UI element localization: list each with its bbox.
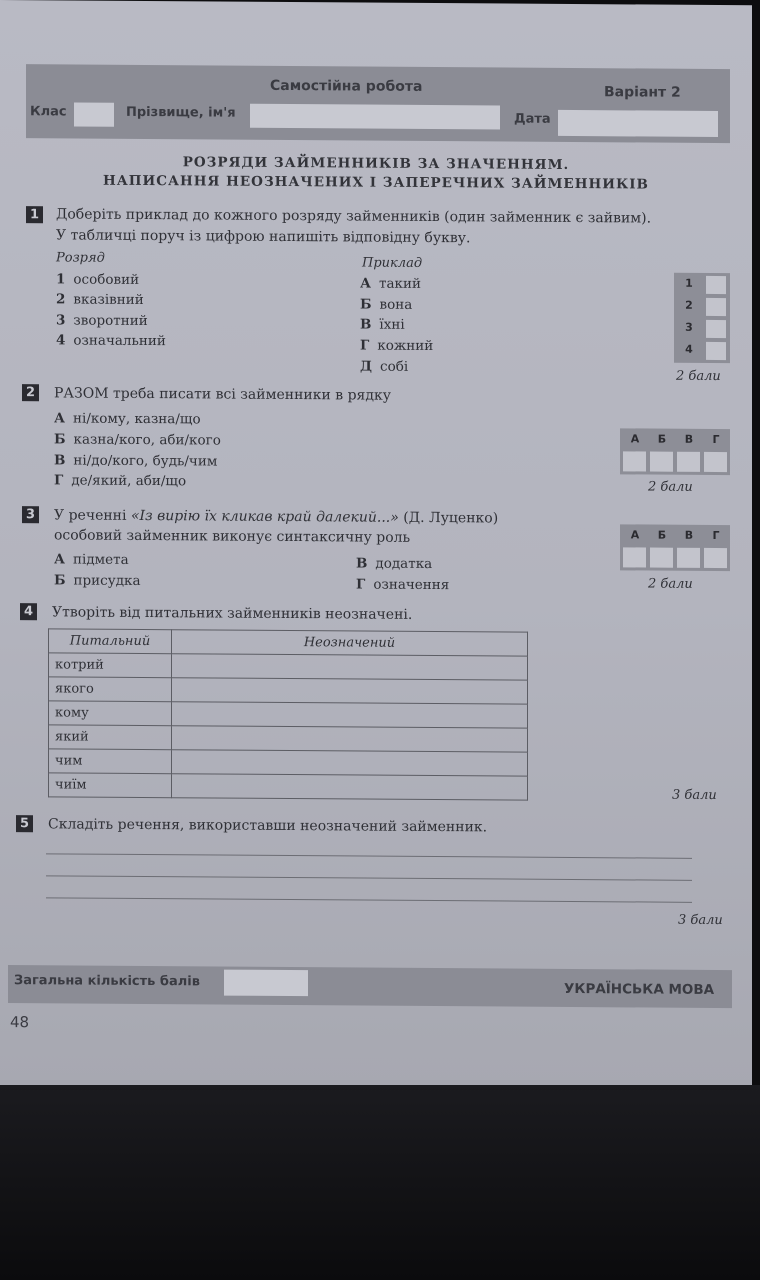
task-2-option-b: Б казна/кого, аби/кого [54,431,221,449]
interrogative-pronoun: чиїм [49,773,172,798]
task-2-answer-b[interactable] [650,452,673,472]
task-2-answer-d[interactable] [704,452,727,472]
task-2-header-a: А [630,432,640,446]
category-1: 1 особовий [56,271,140,288]
example-c: В їхні [360,316,405,333]
answer-line-3[interactable] [46,897,692,903]
task-1-text-line-1: Доберіть приклад до кожного розряду займенників (один займенник є зайвим). [56,206,652,227]
task-3-header-b: Б [657,528,667,542]
answer-row-4-label: 4 [685,342,693,356]
example-column-header: Приклад [362,255,423,271]
answer-cell-2[interactable] [706,298,726,316]
answer-line-2[interactable] [46,875,692,881]
task-3-answer-a[interactable] [623,547,646,567]
answer-row-1-label: 1 [685,276,693,290]
category-4: 4 означальний [56,332,166,350]
task-2-option-c: В ні/до/кого, будь/чим [54,452,218,470]
class-label: Клас [30,104,67,120]
indefinite-answer-cell[interactable] [172,654,528,680]
date-field[interactable] [558,110,718,137]
name-label: Прізвище, ім'я [126,104,236,121]
task-3-option-b: Б присудка [54,572,141,589]
interrogative-pronoun: котрий [49,653,172,678]
worksheet-title: Самостійна робота [270,77,423,95]
category-2: 2 вказівний [56,291,144,309]
class-field[interactable] [74,103,114,127]
task-3-number: 3 [22,506,39,523]
indefinite-answer-cell[interactable] [172,678,528,704]
task-2-answer-c[interactable] [677,452,700,472]
dark-background [0,1085,760,1280]
table-row [49,749,528,776]
task-5-number: 5 [16,815,33,832]
indefinite-answer-cell[interactable] [172,750,528,776]
subject-label: УКРАЇНСЬКА МОВА [564,980,715,998]
interrogative-pronoun: чим [49,749,172,774]
name-field[interactable] [250,104,500,130]
task-3-quote: «Із вирію їх кликав край далекий...» [130,507,399,526]
date-label: Дата [514,111,551,127]
task-3-header-d: Г [712,528,720,543]
interrogative-pronoun: який [49,725,172,750]
task-3-answer-d[interactable] [704,548,727,568]
indefinite-answer-cell[interactable] [172,702,528,728]
table-row [49,725,528,752]
task-3-option-c: В додатка [356,555,433,573]
category-3: 3 зворотний [56,312,148,330]
task-2-option-a: А ні/кому, казна/що [54,410,201,428]
category-column-header: Розряд [56,250,105,266]
task-2-header-d: Г [712,432,720,447]
variant-label: Варіант 2 [604,84,681,101]
task-3-answer-b[interactable] [650,548,673,568]
task-1-text-line-2: У табличці поруч із цифрою напишіть відповідну букву. [56,227,471,247]
total-score-field[interactable] [224,970,308,997]
task-2-score: 2 бали [648,479,693,495]
task-3-answer-c[interactable] [677,548,700,568]
column-header-interrogative: Питальний [49,629,172,654]
task-1-number: 1 [26,206,43,223]
interrogative-pronoun: якого [49,677,172,702]
example-b: Б вона [360,296,413,313]
task-3-answer-grid [620,524,730,571]
answer-row-2-label: 2 [685,298,693,312]
task-3-text-line-2: особовий займенник виконує синтаксичну роль [54,527,411,546]
task-5-text: Складіть речення, використавши неозначений займенник. [48,816,488,836]
example-e: Д собі [360,358,409,375]
task-1-score: 2 бали [676,368,721,385]
task-2-header-b: Б [657,432,667,446]
table-row [49,653,528,680]
task-3-text-line-1: У реченні «Із вирію їх кликав край далекий...» (Д. Луценко) [54,507,499,527]
answer-row-3-label: 3 [685,320,693,334]
task-3-header-a: А [630,528,640,542]
pronoun-table [48,628,528,800]
table-row [49,677,528,704]
interrogative-pronoun: кому [49,701,172,726]
table-row [49,701,528,728]
task-2-text: РАЗОМ треба писати всі займенники в рядку [54,385,391,404]
page-number: 48 [10,1013,30,1032]
task-3-header-c: В [684,528,694,542]
task-3-score: 2 бали [648,576,693,592]
topic-line-1: РОЗРЯДИ ЗАЙМЕННИКІВ ЗА ЗНАЧЕННЯМ. [182,154,570,173]
task-4-number: 4 [20,603,37,620]
task-2-header-c: В [684,432,694,446]
answer-line-1[interactable] [46,853,692,859]
table-header-row [49,629,528,656]
task-2-answer-grid [620,428,730,475]
task-2-answer-a[interactable] [623,451,646,471]
task-5-score: 3 бали [678,912,723,929]
task-3-option-d: Г означення [356,576,450,594]
indefinite-answer-cell[interactable] [172,774,528,800]
task-3-option-a: А підмета [54,551,129,568]
table-row [49,773,528,800]
task-1-answer-grid [674,273,730,363]
indefinite-answer-cell[interactable] [172,726,528,752]
example-d: Г кожний [360,337,434,355]
answer-cell-1[interactable] [706,276,726,294]
topic-line-2: НАПИСАННЯ НЕОЗНАЧЕНИХ І ЗАПЕРЕЧНИХ ЗАЙМЕННИКІВ [103,172,649,193]
task-2-option-d: Г де/який, аби/що [54,472,187,490]
column-header-indefinite: Неозначений [172,630,528,656]
answer-cell-3[interactable] [706,320,726,338]
total-score-label: Загальна кількість балів [14,973,200,990]
example-a: А такий [360,275,421,292]
task-2-number: 2 [22,384,39,401]
task-4-text: Утворіть від питальних займенників неозначені. [52,604,413,623]
answer-cell-4[interactable] [706,342,726,360]
task-4-score: 3 бали [672,787,717,804]
